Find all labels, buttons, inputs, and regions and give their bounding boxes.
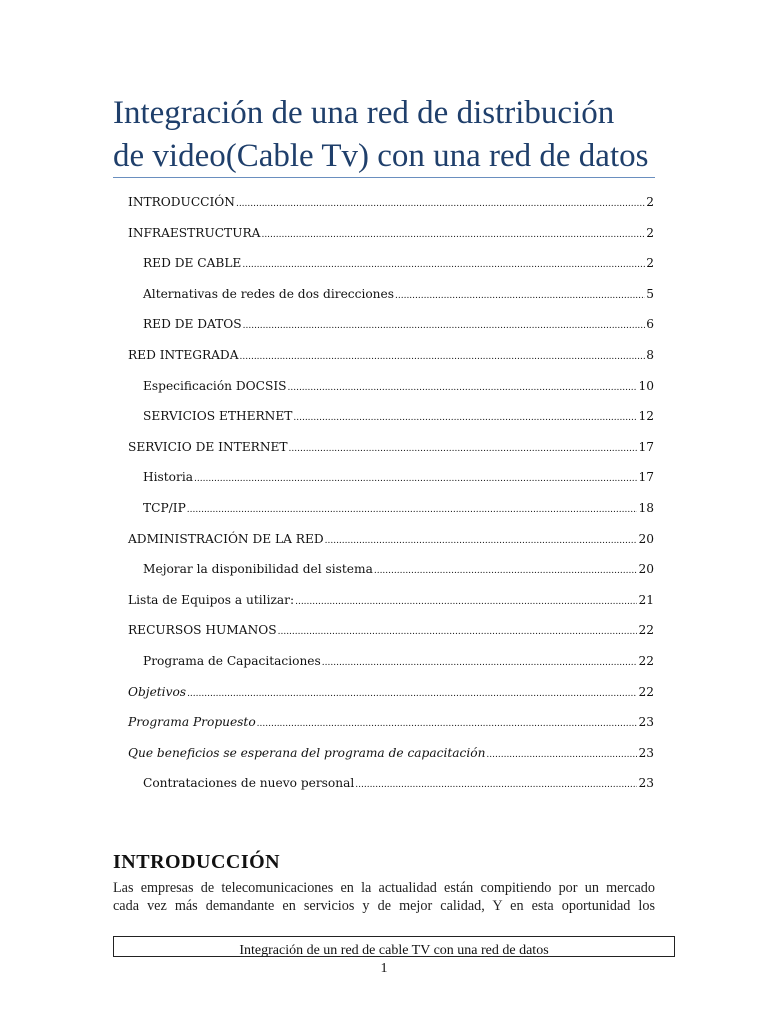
toc-entry-page: 10 xyxy=(638,378,654,393)
toc-entry-page: 23 xyxy=(638,745,654,760)
toc-entry[interactable] xyxy=(143,317,654,339)
toc-entry-page: 20 xyxy=(638,531,654,546)
toc-entry-label: RED DE CABLE xyxy=(143,256,242,271)
toc-leader-dots xyxy=(187,689,637,699)
toc-entry[interactable] xyxy=(143,562,654,584)
toc-entry[interactable] xyxy=(128,226,654,248)
toc-entry-page: 23 xyxy=(638,715,654,730)
toc-entry[interactable] xyxy=(128,532,654,554)
toc-leader-dots xyxy=(278,627,638,637)
toc-leader-dots xyxy=(486,750,637,760)
toc-entry-label: TCP/IP xyxy=(143,501,186,515)
toc-entry-page: 6 xyxy=(646,317,654,332)
toc-leader-dots xyxy=(322,658,638,668)
toc-entry-label: SERVICIO DE INTERNET xyxy=(128,439,288,454)
toc-entry[interactable] xyxy=(128,715,654,737)
toc-entry[interactable] xyxy=(128,623,654,645)
toc-entry[interactable] xyxy=(143,287,654,309)
section-heading: INTRODUCCIÓN xyxy=(113,851,281,873)
document-title-line-2: de video(Cable Tv) con una red de datos xyxy=(113,138,649,174)
toc-leader-dots xyxy=(289,444,638,454)
toc-leader-dots xyxy=(243,321,646,331)
toc-entry-label: Historia xyxy=(143,470,194,485)
footer-text: Integración de un red de cable TV con una red de datos xyxy=(239,943,549,957)
footer-box xyxy=(113,936,675,957)
toc-leader-dots xyxy=(261,230,645,240)
toc-entry-label: Contrataciones de nuevo personal xyxy=(143,776,355,791)
toc-leader-dots xyxy=(240,352,646,362)
toc-entry-label: RECURSOS HUMANOS xyxy=(128,623,277,638)
toc-entry-page: 2 xyxy=(646,256,654,271)
toc-entry[interactable] xyxy=(128,195,654,217)
toc-entry-page: 2 xyxy=(646,195,654,209)
toc-entry-page: 22 xyxy=(638,623,654,638)
toc-entry-page: 20 xyxy=(638,562,654,577)
toc-entry-page: 22 xyxy=(638,654,654,668)
page-number: 1 xyxy=(380,961,388,976)
toc-entry-page: 8 xyxy=(646,348,654,362)
toc-entry[interactable] xyxy=(128,593,654,615)
toc-entry[interactable] xyxy=(128,746,654,768)
toc-entry-label: Que beneficios se esperana del programa de capacitación xyxy=(128,745,486,760)
toc-entry-label: Alternativas de redes de dos direcciones xyxy=(143,286,394,301)
toc-entry-label: Mejorar la disponibilidad del sistema xyxy=(143,562,373,577)
body-line-2: cada vez más demandante en servicios y de mejor calidad, Y en esta oportunidad los xyxy=(113,898,655,914)
document-title xyxy=(113,92,673,178)
document-title-line-1: Integración de una red de distribución xyxy=(113,95,615,131)
toc-entry-label: INFRAESTRUCTURA xyxy=(128,225,261,240)
toc-entry-label: Objetivos xyxy=(128,684,187,699)
toc-leader-dots xyxy=(236,199,645,209)
toc-leader-dots xyxy=(325,536,638,546)
toc-entry[interactable] xyxy=(128,685,654,707)
toc-leader-dots xyxy=(257,719,638,729)
toc-entry-label: ADMINISTRACIÓN DE LA RED xyxy=(128,531,324,546)
toc-entry-page: 2 xyxy=(646,225,654,240)
toc-entry-page: 22 xyxy=(638,684,654,699)
toc-entry-page: 23 xyxy=(638,776,654,791)
toc-leader-dots xyxy=(395,291,645,301)
toc-entry-label: Especificación DOCSIS xyxy=(143,378,287,393)
toc-leader-dots xyxy=(293,413,637,423)
toc-entry-page: 5 xyxy=(646,286,654,301)
toc-entry-page: 18 xyxy=(638,501,654,515)
title-divider xyxy=(113,177,655,178)
toc-entry-label: RED DE DATOS xyxy=(143,317,242,332)
toc-entry-page: 21 xyxy=(638,592,654,607)
toc-entry-label: Lista de Equipos a utilizar: xyxy=(128,592,295,607)
toc-leader-dots xyxy=(374,566,638,576)
toc-entry-page: 17 xyxy=(638,439,654,454)
toc-entry[interactable] xyxy=(143,776,654,798)
toc-leader-dots xyxy=(355,780,637,790)
toc-entry-label: SERVICIOS ETHERNET xyxy=(143,409,293,424)
toc-entry-page: 12 xyxy=(638,409,654,424)
toc-leader-dots xyxy=(288,383,638,393)
toc-leader-dots xyxy=(295,597,637,607)
toc-entry-page: 17 xyxy=(638,470,654,485)
toc-leader-dots xyxy=(242,260,645,270)
toc-entry[interactable] xyxy=(128,348,654,370)
toc-entry-label: Programa Propuesto xyxy=(128,715,256,730)
toc-entry[interactable] xyxy=(143,501,654,523)
toc-entry-label: INTRODUCCIÓN xyxy=(128,195,235,209)
toc-entry[interactable] xyxy=(143,654,654,676)
toc-entry[interactable] xyxy=(128,440,654,462)
section-body xyxy=(113,879,655,915)
toc-entry[interactable] xyxy=(143,256,654,278)
toc-entry[interactable] xyxy=(143,470,654,492)
toc-entry-label: Programa de Capacitaciones xyxy=(143,654,321,668)
toc-entry-label: RED INTEGRADA xyxy=(128,348,239,362)
toc-entry[interactable] xyxy=(143,379,654,401)
body-line-1: Las empresas de telecomunicaciones en la actualidad están compitiendo por un mercado xyxy=(113,880,655,896)
toc-entry[interactable] xyxy=(143,409,654,431)
toc-leader-dots xyxy=(187,505,638,515)
toc-leader-dots xyxy=(194,474,637,484)
